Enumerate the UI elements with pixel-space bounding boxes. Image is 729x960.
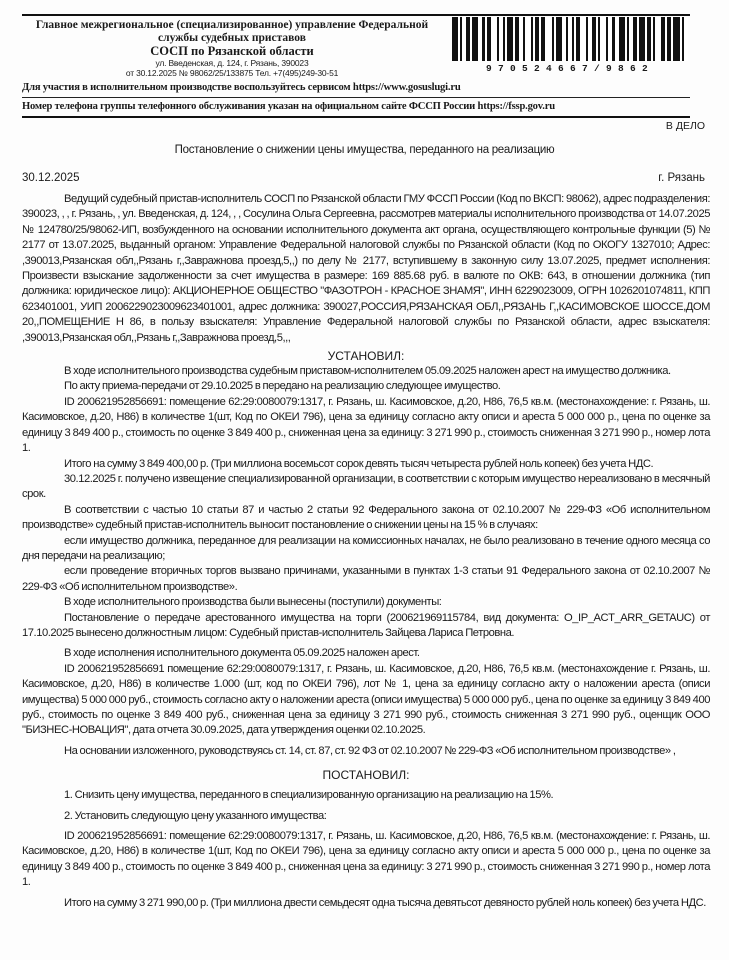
document-title: Постановление о снижении цены имущества, переданного на реализацию: [174, 144, 555, 156]
issuer-line-3: СОСП по Рязанской области: [150, 44, 314, 58]
established-paragraph: В соответствии с частью 10 статьи 87 и частью 2 статьи 92 Федерального закона от 02.10.2007 № 229-ФЗ «Об исполнительном производстве» судебный пристав-исполнитель выносит постановление о снижении цены на 15 % в случаях:: [22, 503, 710, 532]
barcode-number: 970524667/9862: [485, 63, 654, 74]
established-paragraph: Постановление о передаче арестованного имущества на торги (200621969115784, вид документа: O_IP_ACT_ARR_GETAUC) от 17.10.2025 вынесено должностным лицом: Судебный пристав-исполнитель Зайцева Лариса Петровна.: [22, 611, 710, 639]
document-date: 30.12.2025: [22, 172, 80, 184]
resolved-paragraph: ID 200621952856691: помещение 62:29:0080079:1317, г. Рязань, ш. Касимовское, д.20, Н86, 76,5 кв.м. (местонахождение: г. Рязань, ш. Касимовское, д.20, Н86) в количестве 1(шт, Код по ОКЕИ 796), цена за единицу согласно акту описи и ареста 5 000 000 р., цена по оценке за единицу 3 849 400 р., стоимость по оценке 3 849 400 р., сниженная цена за единицу: 3 271 990 р., стоимость сниженная 3 271 990 р., номер лота 1.: [22, 830, 710, 889]
established-paragraph: 30.12.2025 г. получено извещение специализированной организации, в соответствии с которым имущество нереализовано в месячный срок.: [22, 472, 710, 501]
top-rule: [22, 14, 690, 16]
resolved-heading: ПОСТАНОВИЛ:: [322, 768, 410, 783]
phone-note: Номер телефона группы телефонного обслуживания указан на официальном сайте ФССП России https://fssp.gov.ru: [22, 101, 555, 112]
issuer-header: [22, 19, 442, 78]
established-paragraph: В ходе исполнительного производства были вынесены (поступили) документы:: [64, 596, 442, 609]
header-bottom-rule: [22, 116, 690, 118]
established-paragraph: если имущество должника, переданное для реализации на комиссионных началах, не было реализовано в течение одного месяца со дня передачи на реализацию;: [22, 534, 710, 562]
established-paragraph: В ходе исполнения исполнительного документа 05.09.2025 наложен арест.: [64, 647, 420, 660]
resolved-paragraph: 2. Установить следующую цену указанного имущества:: [64, 809, 327, 822]
established-paragraph: если проведение вторичных торгов вызвано причинами, указанными в пунктах 1-3 статьи 91 Федерального закона от 02.10.2007 № 229-ФЗ «Об исполнительном производстве».: [22, 565, 710, 593]
established-paragraph: Итого на сумму 3 849 400,00 р. (Три миллиона восемьсот сорок девять тысяч четыреста рублей ноль копеек) без учета НДС.: [64, 457, 654, 470]
established-paragraph: ID 200621952856691 помещение 62:29:0080079:1317, г. Рязань, ш. Касимовское, д.20, Н86, 76,5 кв.м. (местонахождение г. Рязань, ш. Касимовское, д.20, Н86) в количестве 1.000 (шт, код по ОКЕИ 796), лот № 1, цена за единицу согласно акту о наложении ареста (описи имущества) 5 000 000 руб., стоимость согласно акту о наложении ареста (описи имущества) 5 000 000 руб., цена по оценке за единицу 3 849 400 руб., стоимость по оценке 3 849 400 руб., сниженная цена за единицу 3 271 990 руб., стоимость сниженная 3 271 990 руб., оценщик ООО "БИЗНЕС-НОВАЦИЯ", дата отчета 30.09.2025, дата утверждения оценки 02.10.2025.: [22, 662, 710, 737]
issuer-address: ул. Введенская, д. 124, г. Рязань, 390023: [155, 58, 309, 68]
issuer-line-2: службы судебных приставов: [158, 31, 306, 44]
established-paragraph: ID 200621952856691: помещение 62:29:0080079:1317, г. Рязань, ш. Касимовское, д.20, Н86, 76,5 кв.м. (местонахождение: г. Рязань, ш. Касимовское, д.20, Н86) в количестве 1(шт, Код по ОКЕИ 796), цена за единицу согласно акту описи и ареста 5 000 000 р., цена по оценке за единицу 3 849 400 р., стоимость по оценке 3 849 400 р., сниженная цена за единицу: 3 271 990 р., стоимость сниженная 3 271 990 р., номер лота 1.: [22, 395, 710, 455]
established-paragraph: На основании изложенного, руководствуясь ст. 14, ст. 87, ст. 92 ФЗ от 02.10.2007 № 229-ФЗ «Об исполнительном производстве» ,: [64, 744, 676, 757]
divider: [22, 97, 690, 98]
document-city: г. Рязань: [658, 172, 705, 184]
intro-paragraph: Ведущий судебный пристав-исполнитель СОСП по Рязанской области ГМУ ФССП России (Код по ВКСП: 98062), адрес подразделения: 390023, , , г. Рязань, , ул. Введенская, д. 124, , , Сосулина Ольга Сергеевна, рассмотрев материалы исполнительного производства от 14.07.2025 № 124780/25/98062-ИП, возбужденного на основании исполнительного документа акт органа, осуществляющего контрольные функции (5) № 2177 от 13.07.2025, выданный органом: Управление Федеральной налоговой службы по Рязанской области (Код по ОКОГУ 1327010; Адрес: ,390013,Рязанская обл,,Рязань г,,Завражнова проезд,5,,) по делу № 2177, вступившему в законную силу 13.07.2025, предмет исполнения: Произвести взыскание задолженности за счет имущества в размере: 169 885.68 руб. в валюте по ОКВ: 643, в отношении должника (тип должника: юридическое лицо): АКЦИОНЕРНОЕ ОБЩЕСТВО "ФАЗОТРОН - КРАСНОЕ ЗНАМЯ", ИНН 6229023009, ОГРН 1026201074811, КПП 623401001, УИП 2006229023009623401001, адрес должника: 390027,РОССИЯ,РЯЗАНСКАЯ ОБЛ,,РЯЗАНЬ Г,,КАСИМОВСКОЕ ШОССЕ,ДОМ 20,,ПОМЕЩЕНИЕ Н 86, в пользу взыскателя: Управление Федеральной налоговой службы по Рязанской области, адрес взыскателя: ,390013,Рязанская обл,,Рязань г,,Завражнова проезд,5,,,: [22, 193, 710, 344]
barcode-bar: [684, 17, 688, 61]
document-body: [22, 192, 710, 911]
document-reference: от 30.12.2025 № 98062/25/133875 Тел. +7(495)249-30-51: [125, 68, 339, 78]
established-heading: УСТАНОВИЛ:: [327, 349, 405, 364]
established-paragraph: По акту приема-передачи от 29.10.2025 в передано на реализацию следующее имущество.: [64, 380, 501, 393]
resolved-paragraph: Итого на сумму 3 271 990,00 р. (Три миллиона двести семьдесят одна тысяча девятьсот девяносто рублей ноль копеек) без учета НДС.: [64, 896, 706, 909]
established-paragraph: В ходе исполнительного производства судебным приставом-исполнителем 05.09.2025 наложен арест на имущество должника.: [64, 365, 671, 378]
barcode-bars: [452, 17, 688, 61]
issuer-line-1: Главное межрегиональное (специализированное) управление Федеральной: [35, 19, 429, 31]
barcode: [452, 17, 688, 75]
resolved-paragraph: 1. Снизить цену имущества, переданного в специализированную организацию на реализацию на 15%.: [64, 789, 554, 802]
resolved-section: [22, 788, 710, 911]
v-delo-mark: В ДЕЛО: [665, 120, 705, 132]
gosuslugi-note: Для участия в исполнительном производстве воспользуйтесь сервисом https://www.gosuslugi.ru: [22, 82, 461, 93]
established-section: [22, 364, 710, 759]
